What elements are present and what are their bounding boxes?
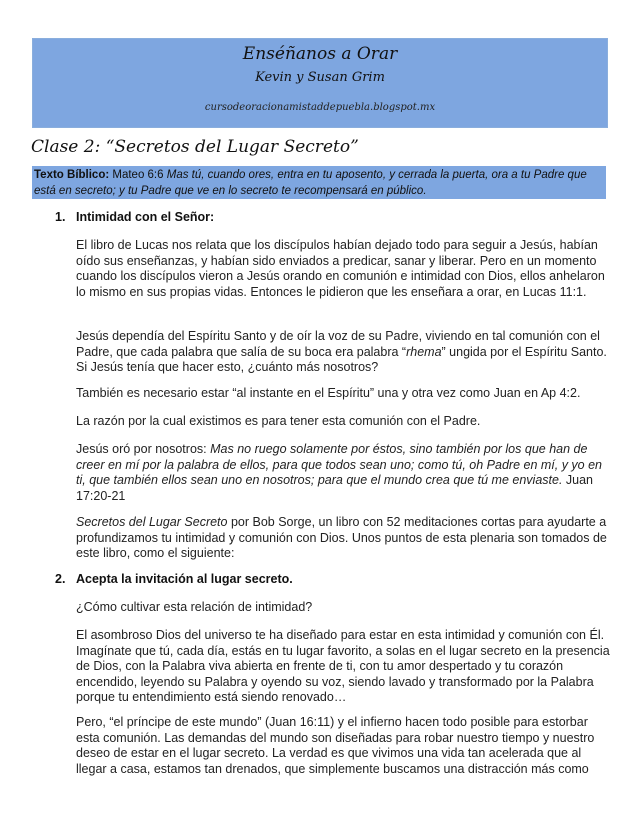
rhema-term: rhema bbox=[406, 344, 442, 359]
section-number: 1. bbox=[55, 210, 66, 224]
class-title: Clase 2: “Secretos del Lugar Secreto” bbox=[31, 137, 359, 157]
paragraph: Jesús dependía del Espíritu Santo y de oír la voz de su Padre, viviendo en tal comunión con el Padre, que cada palabra que salía de su boca era palabra “rhema” ungida por el Espíritu Santo. Si Jesús tenía que hacer esto, ¿cuánto más nosotros? bbox=[76, 329, 607, 374]
paragraph: Secretos del Lugar Secreto por Bob Sorge, un libro con 52 meditaciones cortas para ayudarte a profundizamos tu intimidad y comunión con Dios. Unos puntos de esta plenaria son tomados de este libro, como el siguiente: bbox=[76, 515, 607, 560]
blog-url: cursodeoracionamistaddepuebla.blogspot.mx bbox=[204, 102, 436, 113]
section-number: 2. bbox=[55, 572, 66, 586]
bible-reference: Mateo 6:6 bbox=[109, 169, 167, 181]
book-title: Secretos del Lugar Secreto bbox=[76, 515, 228, 529]
document-title: Enséñanos a Orar bbox=[242, 44, 398, 64]
header-banner bbox=[32, 38, 608, 128]
bible-text bbox=[34, 168, 594, 199]
paragraph: También es necesario estar “al instante en el Espíritu” una y otra vez como Juan en Ap 4:2. bbox=[76, 386, 581, 400]
section-title: Acepta la invitación al lugar secreto. bbox=[76, 572, 293, 586]
paragraph: El libro de Lucas nos relata que los discípulos habían dejado todo para seguir a Jesús, habían oído sus enseñanzas, y habían sido enviados a predicar, sanar y liberar. Pero en un momento cuando los discípulos vieron a Jesús orando en comunión e intimidad con Dios, ellos anhelaron lo mismo en sus propias vidas. Entonces le pidieron que les enseñara a orar, en Lucas 11:1. bbox=[76, 238, 605, 299]
section-title: Intimidad con el Señor: bbox=[76, 210, 215, 224]
paragraph: Pero, “el príncipe de este mundo” (Juan 16:11) y el infierno hacen todo posible para estorbar esta comunión. Las demandas del mundo son diseñadas para robar nuestro tiempo y nuestro deseo de estar en el lugar secreto. La verdad es que vivimos una vida tan acelerada que al llegar a casa, estamos tan drenados, que simplemente buscamos una distracción más como bbox=[76, 715, 595, 776]
document-authors: Kevin y Susan Grim bbox=[255, 70, 385, 85]
bible-text-label: Texto Bíblico: bbox=[34, 169, 110, 181]
paragraph: La razón por la cual existimos es para tener esta comunión con el Padre. bbox=[76, 414, 481, 428]
bible-quote: Mas tú, cuando ores, entra en tu aposento, y cerrada la puerta, ora a tu Padre que está en secreto; y tu Padre que ve en lo secreto te recompensará en público. bbox=[34, 169, 587, 197]
paragraph: Jesús oró por nosotros: Mas no ruego solamente por éstos, sino también por los que han de creer en mí por la palabra de ellos, para que todos sean uno; como tú, oh Padre en mí, y yo en ti, que también ellos sean uno en nosotros; para que el mundo crea que tú me enviaste. Juan 17:20-21 bbox=[76, 442, 603, 503]
paragraph: El asombroso Dios del universo te ha diseñado para estar en esta intimidad y comunión con Él. Imagínate que tú, cada día, estás en tu lugar favorito, a solas en el lugar secreto en la presencia de Dios, con la Palabra viva abierta en frente de ti, con tu amor despertado y tu corazón encendido, leyendo su Palabra y oyendo su voz, siendo lavado y transformado por la Palabra porque tu entendimiento está siendo renovado… bbox=[76, 628, 610, 704]
paragraph: ¿Cómo cultivar esta relación de intimidad? bbox=[76, 600, 313, 614]
scripture-quote: Mas no ruego solamente por éstos, sino también por los que han de creer en mí por la palabra de ellos, para que todos sean uno; como tú, oh Padre en mí, y yo en ti, que también ellos sean uno en nosotros; para que el mundo crea que tú me enviaste. bbox=[76, 442, 603, 487]
scripture-reference: Juan 17:20-21 bbox=[76, 473, 594, 503]
